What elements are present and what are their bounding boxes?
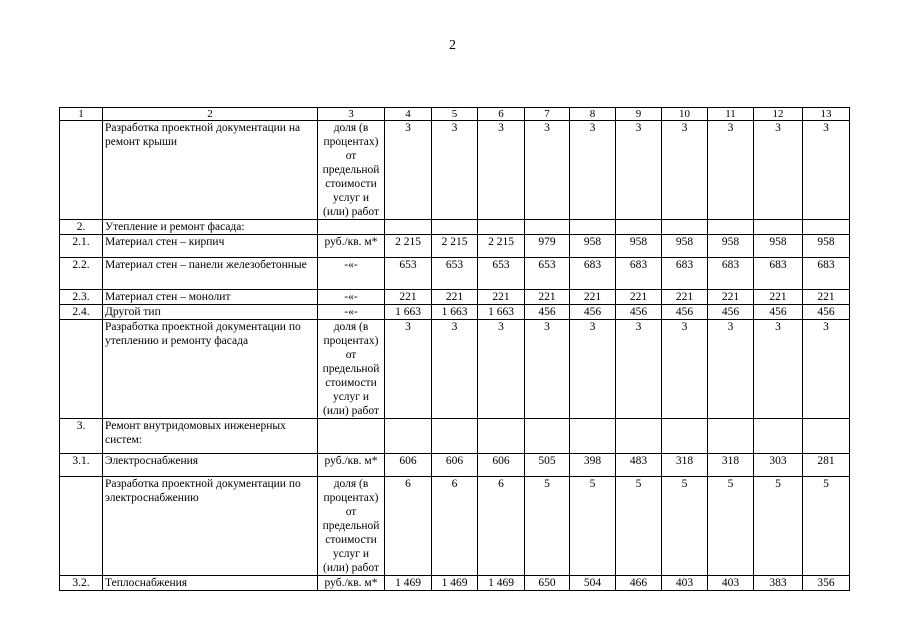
cost-value: 1 469 [478,576,525,591]
column-number: 2 [103,108,318,121]
work-name: Теплоснабжения [103,576,318,591]
table-row [60,305,850,320]
unit-of-measure: -«- [318,290,385,305]
cost-value: 683 [754,258,803,290]
cost-value: 2 215 [432,235,478,258]
cost-value: 6 [385,477,432,576]
cost-value: 356 [803,576,850,591]
cost-value: 3 [525,320,570,419]
cost-value: 456 [803,305,850,320]
table-row [60,419,850,454]
row-number: 3.2. [60,576,103,591]
row-number: 3.1. [60,454,103,477]
cost-value [432,220,478,235]
cost-value: 221 [478,290,525,305]
cost-value: 1 469 [385,576,432,591]
work-name: Электроснабжения [103,454,318,477]
cost-value: 456 [662,305,708,320]
cost-value: 5 [803,477,850,576]
cost-value: 1 663 [478,305,525,320]
cost-value [570,419,616,454]
cost-value [616,419,662,454]
cost-value: 958 [708,235,754,258]
cost-value: 221 [708,290,754,305]
cost-value: 398 [570,454,616,477]
work-name: Материал стен – монолит [103,290,318,305]
column-number: 7 [525,108,570,121]
cost-value: 403 [708,576,754,591]
cost-value: 3 [570,121,616,220]
cost-value: 653 [385,258,432,290]
cost-value: 958 [616,235,662,258]
cost-value: 3 [525,121,570,220]
cost-value: 221 [754,290,803,305]
cost-value [803,419,850,454]
row-number [60,477,103,576]
cost-value: 5 [616,477,662,576]
cost-value: 221 [616,290,662,305]
column-number: 4 [385,108,432,121]
column-number-row [60,108,850,121]
unit-of-measure: руб./кв. м* [318,454,385,477]
work-name: Разработка проектной документации по электроснабжению [103,477,318,576]
cost-value: 318 [662,454,708,477]
cost-value: 318 [708,454,754,477]
cost-value: 5 [754,477,803,576]
unit-of-measure: доля (в процентах) от предельной стоимости услуг и (или) работ [318,121,385,220]
unit-of-measure [318,220,385,235]
table-row [60,477,850,576]
cost-value: 5 [525,477,570,576]
cost-value: 3 [708,320,754,419]
cost-value: 650 [525,576,570,591]
cost-value [570,220,616,235]
column-number: 9 [616,108,662,121]
cost-value [478,419,525,454]
cost-value: 3 [803,320,850,419]
table-row [60,235,850,258]
row-number [60,320,103,419]
cost-value: 606 [478,454,525,477]
column-number: 10 [662,108,708,121]
cost-value: 683 [803,258,850,290]
column-number: 6 [478,108,525,121]
cost-value: 3 [616,121,662,220]
unit-of-measure: -«- [318,305,385,320]
column-number: 3 [318,108,385,121]
table-row [60,320,850,419]
work-name: Разработка проектной документации по утеплению и ремонту фасада [103,320,318,419]
unit-of-measure: доля (в процентах) от предельной стоимости услуг и (или) работ [318,320,385,419]
column-number: 1 [60,108,103,121]
cost-value: 3 [662,320,708,419]
table-row [60,290,850,305]
cost-value: 1 469 [432,576,478,591]
cost-value [708,419,754,454]
cost-value [478,220,525,235]
cost-value: 5 [662,477,708,576]
work-name: Материал стен – кирпич [103,235,318,258]
cost-value: 5 [570,477,616,576]
table-row [60,258,850,290]
cost-value: 979 [525,235,570,258]
cost-value: 3 [662,121,708,220]
cost-value: 3 [432,320,478,419]
cost-value: 683 [616,258,662,290]
cost-value: 221 [525,290,570,305]
cost-value: 3 [385,121,432,220]
cost-value: 3 [803,121,850,220]
cost-value [754,419,803,454]
cost-value: 958 [754,235,803,258]
cost-value [616,220,662,235]
row-number: 2.1. [60,235,103,258]
cost-value: 221 [385,290,432,305]
cost-value: 683 [708,258,754,290]
cost-value: 505 [525,454,570,477]
cost-value: 3 [478,121,525,220]
column-number: 5 [432,108,478,121]
cost-value: 221 [432,290,478,305]
cost-value: 606 [385,454,432,477]
row-number [60,121,103,220]
cost-value [385,419,432,454]
cost-value: 653 [432,258,478,290]
column-number: 13 [803,108,850,121]
cost-value: 653 [478,258,525,290]
cost-value: 958 [803,235,850,258]
row-number: 3. [60,419,103,454]
tariff-table [59,107,850,591]
cost-value: 303 [754,454,803,477]
cost-value: 504 [570,576,616,591]
column-number: 12 [754,108,803,121]
cost-value: 456 [708,305,754,320]
work-name: Материал стен – панели железобетонные [103,258,318,290]
cost-value: 958 [662,235,708,258]
cost-value: 483 [616,454,662,477]
table-row [60,220,850,235]
cost-value: 2 215 [478,235,525,258]
cost-value: 456 [616,305,662,320]
cost-value: 3 [570,320,616,419]
cost-value: 1 663 [432,305,478,320]
cost-value: 403 [662,576,708,591]
cost-value [754,220,803,235]
cost-value: 6 [478,477,525,576]
work-name: Утепление и ремонт фасада: [103,220,318,235]
table-row [60,121,850,220]
cost-value: 456 [570,305,616,320]
cost-value: 683 [570,258,616,290]
work-name: Ремонт внутридомовых инженерных систем: [103,419,318,454]
work-name: Другой тип [103,305,318,320]
cost-value: 1 663 [385,305,432,320]
cost-value: 221 [662,290,708,305]
cost-value: 683 [662,258,708,290]
unit-of-measure [318,419,385,454]
unit-of-measure: руб./кв. м* [318,576,385,591]
cost-value: 456 [525,305,570,320]
column-number: 11 [708,108,754,121]
row-number: 2.4. [60,305,103,320]
cost-value: 3 [708,121,754,220]
unit-of-measure: -«- [318,258,385,290]
cost-value: 281 [803,454,850,477]
cost-value: 221 [570,290,616,305]
cost-value [525,419,570,454]
unit-of-measure: доля (в процентах) от предельной стоимости услуг и (или) работ [318,477,385,576]
cost-value [432,419,478,454]
cost-value [803,220,850,235]
row-number: 2.3. [60,290,103,305]
page-number: 2 [449,38,456,53]
row-number: 2. [60,220,103,235]
unit-of-measure: руб./кв. м* [318,235,385,258]
cost-value [385,220,432,235]
cost-value: 466 [616,576,662,591]
work-name: Разработка проектной документации на ремонт крыши [103,121,318,220]
cost-value: 3 [754,320,803,419]
cost-value: 5 [708,477,754,576]
cost-value: 6 [432,477,478,576]
cost-value: 3 [385,320,432,419]
cost-value: 221 [803,290,850,305]
cost-value: 3 [432,121,478,220]
cost-value: 606 [432,454,478,477]
cost-value: 2 215 [385,235,432,258]
column-number: 8 [570,108,616,121]
cost-value [708,220,754,235]
cost-value: 3 [616,320,662,419]
cost-value: 3 [478,320,525,419]
cost-value [662,419,708,454]
table-row [60,576,850,591]
cost-value [662,220,708,235]
cost-value: 958 [570,235,616,258]
cost-value: 653 [525,258,570,290]
row-number: 2.2. [60,258,103,290]
cost-value [525,220,570,235]
table-row [60,454,850,477]
cost-value: 3 [754,121,803,220]
cost-value: 383 [754,576,803,591]
cost-value: 456 [754,305,803,320]
